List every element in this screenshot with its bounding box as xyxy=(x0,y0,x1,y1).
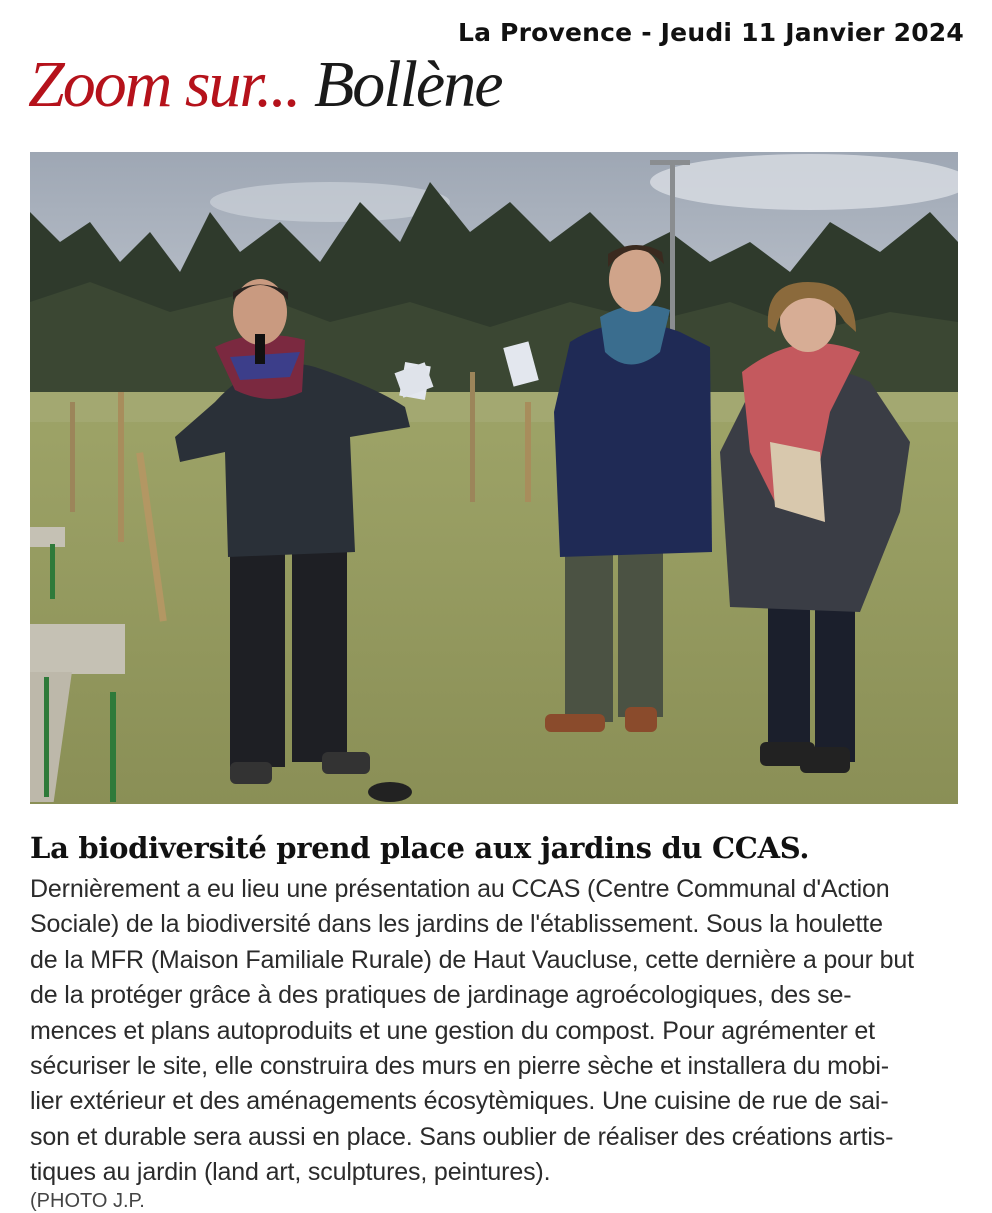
body-line: lier extérieur et des aménagements écosytèmiques. Une cuisine de rue de sai- xyxy=(30,1087,889,1116)
article-body xyxy=(30,872,960,1191)
photo-credit: (PHOTO J.P. xyxy=(30,1190,145,1212)
body-line: son et durable sera aussi en place. Sans oublier de réaliser des créations artis- xyxy=(30,1122,894,1151)
body-line: de la MFR (Maison Familiale Rurale) de Haut Vaucluse, cette dernière a pour but xyxy=(30,945,914,974)
rubric-title xyxy=(28,48,502,121)
body-line: tiques au jardin (land art, sculptures, peintures). xyxy=(30,1158,551,1187)
newspaper-source-date: La Provence - Jeudi 11 Janvier 2024 xyxy=(457,18,964,47)
garden-scene-illustration xyxy=(30,152,958,804)
article-headline: La biodiversité prend place aux jardins du CCAS. xyxy=(30,831,810,865)
body-line: Sociale) de la biodiversité dans les jardins de l'établissement. Sous la houlette xyxy=(30,910,883,939)
article-photo xyxy=(30,152,958,804)
body-line: de la protéger grâce à des pratiques de jardinage agroécologiques, des se- xyxy=(30,981,852,1010)
body-line: Dernièrement a eu lieu une présentation au CCAS (Centre Communal d'Action xyxy=(30,875,890,903)
rubric-place: Bollène xyxy=(313,48,502,121)
rubric-zoom: Zoom sur... xyxy=(28,48,300,121)
body-line: mences et plans autoproduits et une gestion du compost. Pour agrémenter et xyxy=(30,1016,875,1045)
body-line: sécuriser le site, elle construira des murs en pierre sèche et installera du mobi- xyxy=(30,1052,889,1081)
